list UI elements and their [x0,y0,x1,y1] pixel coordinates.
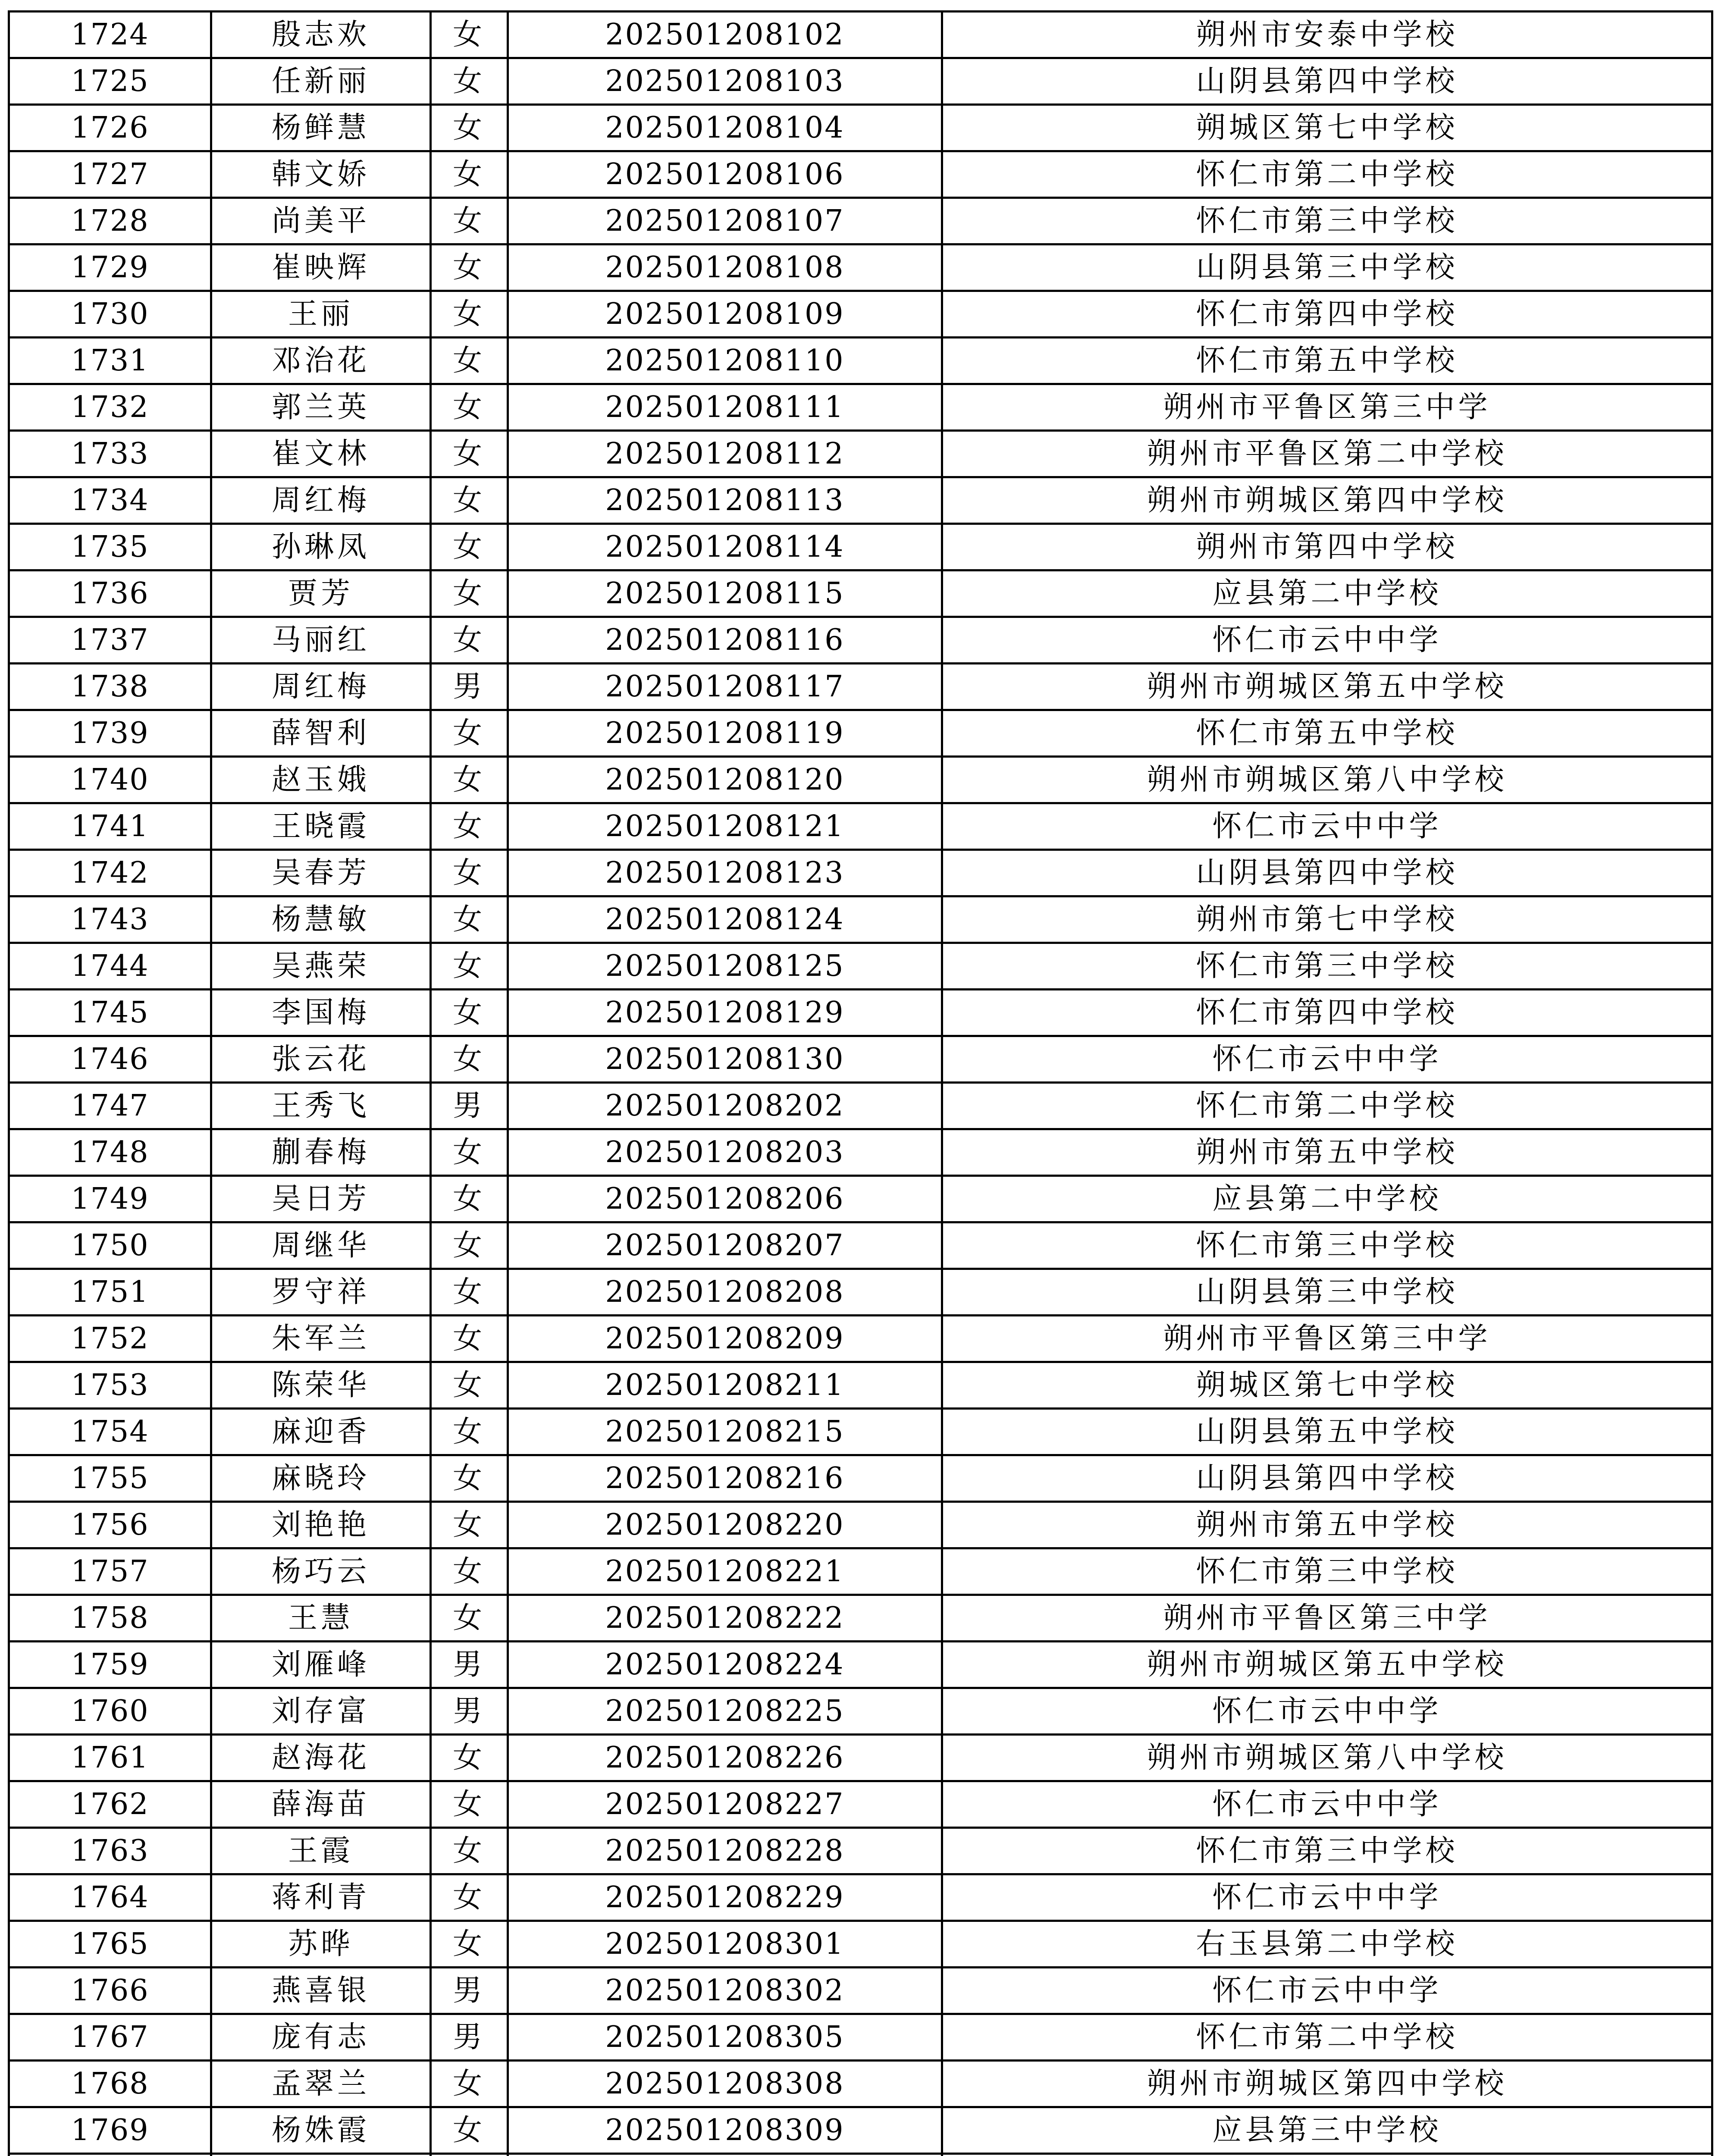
table-row [9,664,1712,710]
row-number-cell: 1764 [9,1874,211,1921]
exam-id-cell: 202501208225 [508,1688,942,1735]
name-cell: 麻晓玲 [211,1455,431,1502]
table-row [9,1409,1712,1455]
school-cell: 朔州市第七中学校 [942,896,1712,943]
gender-cell: 女 [431,1316,508,1362]
results-table [8,10,1713,2156]
table-row [9,1036,1712,1083]
table-row [9,291,1712,338]
exam-id-cell: 202501208117 [508,664,942,710]
table-row [9,617,1712,664]
table-row [9,1642,1712,1688]
name-cell: 刘雁峰 [211,1642,431,1688]
row-number-cell: 1728 [9,198,211,244]
school-cell: 山阴县第五中学校 [942,1409,1712,1455]
school-cell: 应县第二中学校 [942,570,1712,617]
name-cell: 王慧 [211,1595,431,1642]
name-cell: 杨巧云 [211,1548,431,1595]
exam-id-cell: 202501208123 [508,850,942,896]
name-cell: 王丽 [211,291,431,338]
name-cell: 马丽红 [211,617,431,664]
row-number-cell: 1735 [9,524,211,570]
table-row [9,105,1712,151]
name-cell: 朱军兰 [211,1316,431,1362]
school-cell: 朔州市朔城区第四中学校 [942,2061,1712,2107]
table-row [9,943,1712,990]
name-cell: 周红梅 [211,664,431,710]
exam-id-cell: 202501208129 [508,990,942,1036]
table-row [9,1176,1712,1222]
row-number-cell: 1747 [9,1083,211,1129]
school-cell: 朔州市朔城区第八中学校 [942,757,1712,803]
gender-cell: 女 [431,384,508,431]
gender-cell: 女 [431,1362,508,1409]
school-cell: 应县第二中学校 [942,1176,1712,1222]
table-row [9,570,1712,617]
exam-id-cell: 202501208301 [508,1921,942,1968]
exam-id-cell: 202501208203 [508,1129,942,1176]
name-cell: 杨鲜慧 [211,105,431,151]
row-number-cell: 1742 [9,850,211,896]
name-cell: 杨姝霞 [211,2107,431,2154]
table-body [9,12,1712,2156]
row-number-cell: 1753 [9,1362,211,1409]
table-row [9,12,1712,58]
gender-cell: 女 [431,943,508,990]
gender-cell: 女 [431,803,508,850]
table-row [9,1455,1712,1502]
school-cell: 朔州市朔城区第五中学校 [942,1642,1712,1688]
table-row [9,1362,1712,1409]
table-row [9,2014,1712,2061]
row-number-cell: 1733 [9,431,211,477]
row-number-cell: 1763 [9,1828,211,1874]
name-cell: 孟翠兰 [211,2061,431,2107]
name-cell [211,2154,431,2156]
table-row [9,477,1712,524]
row-number-cell: 1768 [9,2061,211,2107]
name-cell: 张云花 [211,1036,431,1083]
table-row [9,58,1712,105]
row-number-cell: 1755 [9,1455,211,1502]
gender-cell: 女 [431,710,508,757]
name-cell: 王秀飞 [211,1083,431,1129]
name-cell: 薛海苗 [211,1781,431,1828]
exam-id-cell: 202501208116 [508,617,942,664]
table-row [9,1269,1712,1316]
gender-cell: 女 [431,524,508,570]
row-number-cell: 1758 [9,1595,211,1642]
school-cell: 朔州市平鲁区第三中学 [942,384,1712,431]
gender-cell: 女 [431,2061,508,2107]
row-number-cell: 1757 [9,1548,211,1595]
school-cell: 怀仁市云中中学 [942,803,1712,850]
school-cell: 怀仁市云中中学 [942,1036,1712,1083]
row-number-cell: 1729 [9,244,211,291]
gender-cell: 男 [431,1688,508,1735]
exam-id-cell: 202501208125 [508,943,942,990]
gender-cell [431,2154,508,2156]
exam-id-cell: 202501208224 [508,1642,942,1688]
table-row [9,803,1712,850]
gender-cell: 女 [431,338,508,384]
table-row [9,1968,1712,2014]
exam-id-cell: 202501208121 [508,803,942,850]
school-cell: 山阴县第四中学校 [942,58,1712,105]
school-cell: 朔城区第七中学校 [942,105,1712,151]
table-row [9,850,1712,896]
gender-cell: 女 [431,990,508,1036]
exam-id-cell: 202501208114 [508,524,942,570]
gender-cell: 女 [431,1595,508,1642]
school-cell: 怀仁市云中中学 [942,1968,1712,2014]
row-number-cell: 1725 [9,58,211,105]
name-cell: 尚美平 [211,198,431,244]
school-cell: 怀仁市第三中学校 [942,1548,1712,1595]
table-row [9,1921,1712,1968]
exam-id-cell: 202501208220 [508,1502,942,1548]
exam-id-cell: 202501208302 [508,1968,942,2014]
table-row [9,384,1712,431]
name-cell: 麻迎香 [211,1409,431,1455]
school-cell: 怀仁市第四中学校 [942,990,1712,1036]
gender-cell: 女 [431,1409,508,1455]
name-cell: 蒯春梅 [211,1129,431,1176]
row-number-cell: 1738 [9,664,211,710]
school-cell: 怀仁市第五中学校 [942,710,1712,757]
exam-id-cell: 202501208110 [508,338,942,384]
row-number-cell: 1734 [9,477,211,524]
name-cell: 吴燕荣 [211,943,431,990]
name-cell: 罗守祥 [211,1269,431,1316]
table-row [9,2107,1712,2154]
name-cell: 孙琳凤 [211,524,431,570]
gender-cell: 女 [431,151,508,198]
exam-id-cell: 202501208208 [508,1269,942,1316]
school-cell: 怀仁市第三中学校 [942,1222,1712,1269]
name-cell: 任新丽 [211,58,431,105]
school-cell: 朔州市朔城区第四中学校 [942,477,1712,524]
gender-cell: 女 [431,12,508,58]
exam-id-cell: 202501208229 [508,1874,942,1921]
name-cell: 韩文娇 [211,151,431,198]
exam-id-cell: 202501208111 [508,384,942,431]
gender-cell: 女 [431,1455,508,1502]
name-cell: 邓治花 [211,338,431,384]
school-cell: 怀仁市第四中学校 [942,291,1712,338]
name-cell: 陈荣华 [211,1362,431,1409]
name-cell: 庞有志 [211,2014,431,2061]
row-number-cell: 1741 [9,803,211,850]
name-cell: 周红梅 [211,477,431,524]
row-number-cell: 1743 [9,896,211,943]
table-row [9,1874,1712,1921]
name-cell: 崔文林 [211,431,431,477]
table-row [9,2154,1712,2156]
gender-cell: 女 [431,431,508,477]
row-number-cell: 1724 [9,12,211,58]
name-cell: 杨慧敏 [211,896,431,943]
table-row [9,151,1712,198]
school-cell: 怀仁市第三中学校 [942,1828,1712,1874]
row-number-cell: 1751 [9,1269,211,1316]
table-row [9,1688,1712,1735]
school-cell: 右玉县第二中学校 [942,1921,1712,1968]
table-row [9,1222,1712,1269]
name-cell: 周继华 [211,1222,431,1269]
row-number-cell: 1767 [9,2014,211,2061]
name-cell: 殷志欢 [211,12,431,58]
gender-cell: 女 [431,291,508,338]
gender-cell: 女 [431,1548,508,1595]
school-cell: 山阴县第三中学校 [942,244,1712,291]
table-row [9,1828,1712,1874]
name-cell: 薛智利 [211,710,431,757]
exam-id-cell: 202501208102 [508,12,942,58]
row-number-cell: 1760 [9,1688,211,1735]
row-number-cell: 1727 [9,151,211,198]
exam-id-cell: 202501208104 [508,105,942,151]
row-number-cell: 1746 [9,1036,211,1083]
gender-cell: 女 [431,2107,508,2154]
exam-id-cell: 202501208308 [508,2061,942,2107]
table-row [9,896,1712,943]
row-number-cell: 1730 [9,291,211,338]
row-number-cell: 1765 [9,1921,211,1968]
table-row [9,198,1712,244]
exam-id-cell: 202501208109 [508,291,942,338]
school-cell: 朔州市朔城区第五中学校 [942,664,1712,710]
gender-cell: 男 [431,1083,508,1129]
table-row [9,710,1712,757]
name-cell: 苏晔 [211,1921,431,1968]
gender-cell: 男 [431,2014,508,2061]
gender-cell: 女 [431,1874,508,1921]
row-number-cell: 1740 [9,757,211,803]
table-row [9,1129,1712,1176]
gender-cell: 男 [431,664,508,710]
table-row [9,2061,1712,2107]
row-number-cell: 1736 [9,570,211,617]
table-row [9,1735,1712,1781]
gender-cell: 女 [431,198,508,244]
exam-id-cell [508,2154,942,2156]
exam-id-cell: 202501208120 [508,757,942,803]
table-row [9,244,1712,291]
table-row [9,757,1712,803]
table-row [9,338,1712,384]
gender-cell: 女 [431,757,508,803]
exam-id-cell: 202501208124 [508,896,942,943]
row-number-cell: 1750 [9,1222,211,1269]
row-number-cell: 1732 [9,384,211,431]
exam-id-cell: 202501208107 [508,198,942,244]
exam-id-cell: 202501208305 [508,2014,942,2061]
table-row [9,1502,1712,1548]
name-cell: 王晓霞 [211,803,431,850]
exam-id-cell: 202501208115 [508,570,942,617]
row-number-cell: 1756 [9,1502,211,1548]
school-cell: 怀仁市第二中学校 [942,151,1712,198]
school-cell: 朔州市第五中学校 [942,1129,1712,1176]
name-cell: 刘存富 [211,1688,431,1735]
school-cell: 朔州市平鲁区第三中学 [942,1595,1712,1642]
school-cell: 朔州市第五中学校 [942,1502,1712,1548]
school-cell: 怀仁市第三中学校 [942,198,1712,244]
school-cell: 朔州市平鲁区第三中学 [942,1316,1712,1362]
row-number-cell: 1749 [9,1176,211,1222]
row-number-cell: 1754 [9,1409,211,1455]
school-cell: 山阴县第四中学校 [942,1455,1712,1502]
gender-cell: 女 [431,570,508,617]
exam-id-cell: 202501208113 [508,477,942,524]
gender-cell: 女 [431,1781,508,1828]
exam-id-cell: 202501208119 [508,710,942,757]
gender-cell: 女 [431,1129,508,1176]
gender-cell: 女 [431,1036,508,1083]
exam-id-cell: 202501208215 [508,1409,942,1455]
name-cell: 蒋利青 [211,1874,431,1921]
gender-cell: 男 [431,1968,508,2014]
gender-cell: 女 [431,1269,508,1316]
school-cell: 怀仁市云中中学 [942,617,1712,664]
table-row [9,990,1712,1036]
gender-cell: 女 [431,617,508,664]
school-cell: 朔城区第七中学校 [942,1362,1712,1409]
row-number-cell: 1731 [9,338,211,384]
school-cell: 怀仁市第二中学校 [942,1083,1712,1129]
school-cell: 怀仁市云中中学 [942,1688,1712,1735]
table-row [9,1548,1712,1595]
row-number-cell [9,2154,211,2156]
name-cell: 崔映辉 [211,244,431,291]
exam-id-cell: 202501208216 [508,1455,942,1502]
school-cell: 朔州市平鲁区第二中学校 [942,431,1712,477]
exam-id-cell: 202501208209 [508,1316,942,1362]
name-cell: 刘艳艳 [211,1502,431,1548]
name-cell: 李国梅 [211,990,431,1036]
gender-cell: 女 [431,1502,508,1548]
exam-id-cell: 202501208227 [508,1781,942,1828]
gender-cell: 女 [431,1921,508,1968]
exam-id-cell: 202501208112 [508,431,942,477]
name-cell: 吴日芳 [211,1176,431,1222]
name-cell: 燕喜银 [211,1968,431,2014]
name-cell: 赵玉娥 [211,757,431,803]
gender-cell: 女 [431,105,508,151]
school-cell: 朔州市第四中学校 [942,524,1712,570]
exam-id-cell: 202501208130 [508,1036,942,1083]
school-cell: 怀仁市第五中学校 [942,338,1712,384]
row-number-cell: 1726 [9,105,211,151]
school-cell: 朔州市朔城区第八中学校 [942,1735,1712,1781]
gender-cell: 女 [431,1828,508,1874]
exam-id-cell: 202501208226 [508,1735,942,1781]
row-number-cell: 1745 [9,990,211,1036]
row-number-cell: 1761 [9,1735,211,1781]
exam-id-cell: 202501208106 [508,151,942,198]
name-cell: 王霞 [211,1828,431,1874]
school-cell: 山阴县第三中学校 [942,1269,1712,1316]
exam-id-cell: 202501208222 [508,1595,942,1642]
row-number-cell: 1759 [9,1642,211,1688]
row-number-cell: 1744 [9,943,211,990]
school-cell: 怀仁市云中中学 [942,1781,1712,1828]
school-cell: 应县第三中学校 [942,2107,1712,2154]
table-row [9,524,1712,570]
exam-id-cell: 202501208103 [508,58,942,105]
exam-id-cell: 202501208202 [508,1083,942,1129]
table-row [9,1595,1712,1642]
table-row [9,431,1712,477]
gender-cell: 女 [431,850,508,896]
gender-cell: 男 [431,1642,508,1688]
school-cell: 怀仁市第二中学校 [942,2014,1712,2061]
exam-id-cell: 202501208309 [508,2107,942,2154]
row-number-cell: 1766 [9,1968,211,2014]
school-cell: 山阴县第四中学校 [942,850,1712,896]
school-cell [942,2154,1712,2156]
exam-id-cell: 202501208108 [508,244,942,291]
name-cell: 贾芳 [211,570,431,617]
row-number-cell: 1752 [9,1316,211,1362]
gender-cell: 女 [431,896,508,943]
name-cell: 郭兰英 [211,384,431,431]
gender-cell: 女 [431,1222,508,1269]
gender-cell: 女 [431,1176,508,1222]
gender-cell: 女 [431,244,508,291]
name-cell: 吴春芳 [211,850,431,896]
row-number-cell: 1739 [9,710,211,757]
exam-id-cell: 202501208206 [508,1176,942,1222]
table-row [9,1316,1712,1362]
row-number-cell: 1762 [9,1781,211,1828]
name-cell: 赵海花 [211,1735,431,1781]
gender-cell: 女 [431,58,508,105]
exam-id-cell: 202501208211 [508,1362,942,1409]
exam-id-cell: 202501208221 [508,1548,942,1595]
row-number-cell: 1769 [9,2107,211,2154]
row-number-cell: 1737 [9,617,211,664]
exam-id-cell: 202501208207 [508,1222,942,1269]
row-number-cell: 1748 [9,1129,211,1176]
table-row [9,1781,1712,1828]
school-cell: 怀仁市云中中学 [942,1874,1712,1921]
gender-cell: 女 [431,1735,508,1781]
gender-cell: 女 [431,477,508,524]
exam-id-cell: 202501208228 [508,1828,942,1874]
school-cell: 朔州市安泰中学校 [942,12,1712,58]
table-row [9,1083,1712,1129]
school-cell: 怀仁市第三中学校 [942,943,1712,990]
